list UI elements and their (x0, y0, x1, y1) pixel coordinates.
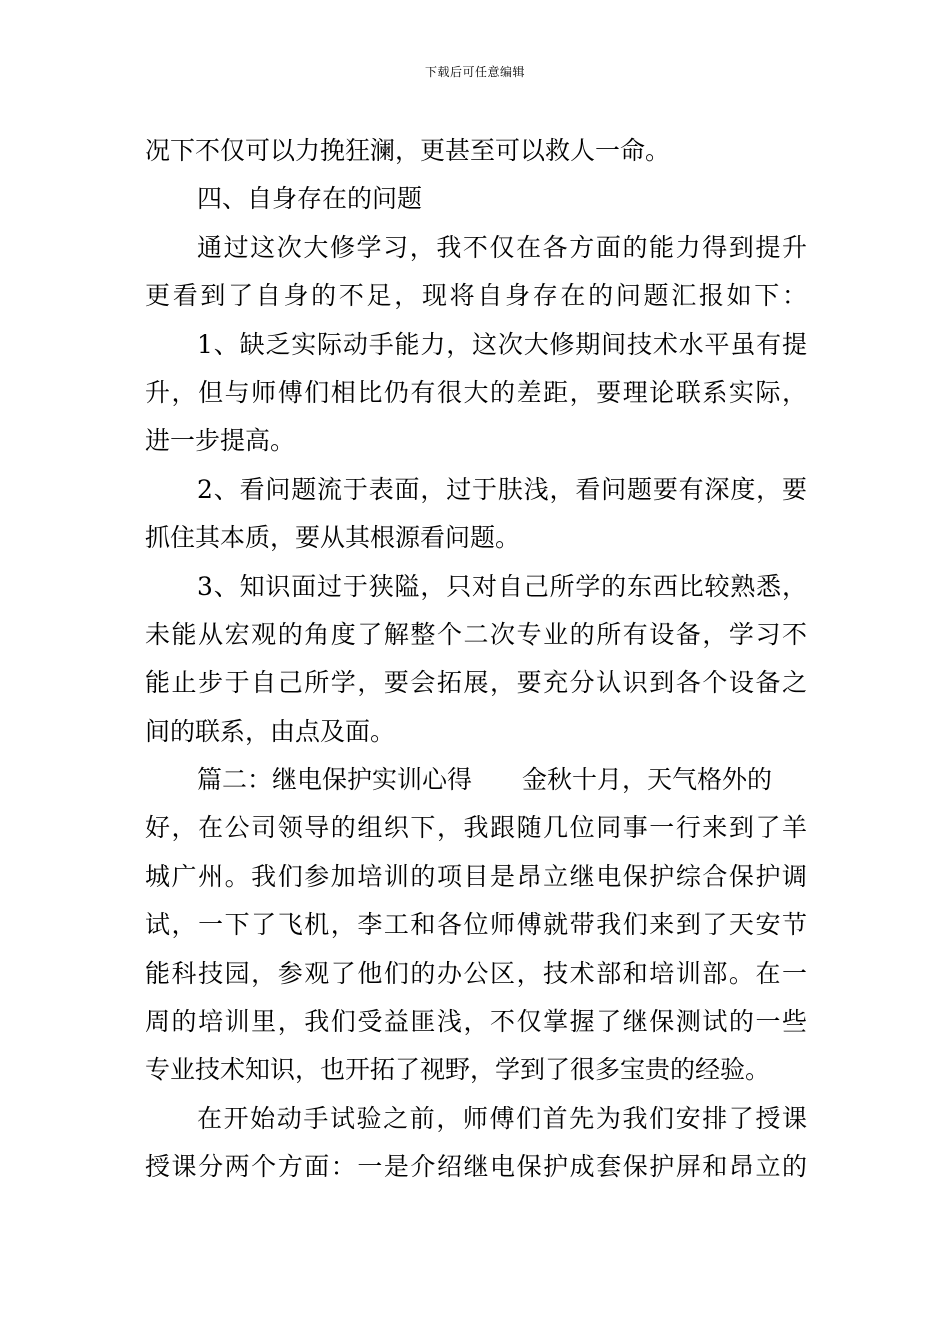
page-header: 下载后可任意编辑 (424, 65, 525, 79)
text-line: 升，但与师傅们相比仍有很大的差距，要理论联系实际， (145, 377, 807, 407)
text-line: 能科技园，参观了他们的办公区，技术部和培训部。在一 (145, 958, 807, 988)
text-line: 专业技术知识，也开拓了视野，学到了很多宝贵的经验。 (145, 1055, 771, 1085)
list-item-text: 2、看问题流于表面，过于肤浅，看问题要有深度，要 (197, 474, 807, 504)
text-line: 抓住其本质，要从其根源看问题。 (145, 523, 521, 553)
document-body (145, 127, 807, 1192)
section-two-title-line (145, 756, 807, 804)
list-item-text: 3、知识面过于狭隘，只对自己所学的东西比较熟悉， (197, 571, 807, 601)
text-line: 好，在公司领导的组织下，我跟随几位同事一行来到了羊 (145, 813, 807, 843)
text-line: 未能从宏观的角度了解整个二次专业的所有设备，学习不 (145, 619, 807, 649)
text-line: 更看到了自身的不足，现将自身存在的问题汇报如下： (145, 281, 807, 311)
text-line: 能止步于自己所学，要会拓展，要充分认识到各个设备之 (145, 668, 807, 698)
text-line: 进一步提高。 (145, 426, 296, 456)
text-line: 试，一下了飞机，李工和各位师傅就带我们来到了天安节 (145, 910, 807, 940)
section-two-title: 篇二：继电保护实训心得 (197, 765, 473, 795)
text-line: 间的联系，由点及面。 (145, 716, 396, 746)
text-line: 授课分两个方面：一是介绍继电保护成套保护屏和昂立的 (145, 1152, 807, 1182)
text-line: 城广州。我们参加培训的项目是昂立继电保护综合保护调 (145, 861, 807, 891)
text-line: 况下不仅可以力挽狂澜，更甚至可以救人一命。 (145, 136, 671, 165)
list-item-text: 1、缺乏实际动手能力，这次大修期间技术水平虽有提 (197, 329, 807, 359)
section-heading: 四、自身存在的问题 (197, 184, 423, 214)
text-line: 周的培训里，我们受益匪浅，不仅掌握了继保测试的一些 (145, 1007, 807, 1037)
text-line: 通过这次大修学习，我不仅在各方面的能力得到提升 (197, 232, 807, 262)
text-line: 在开始动手试验之前，师傅们首先为我们安排了授课 (197, 1103, 807, 1133)
section-two-opening: 金秋十月，天气格外的 (522, 765, 773, 795)
